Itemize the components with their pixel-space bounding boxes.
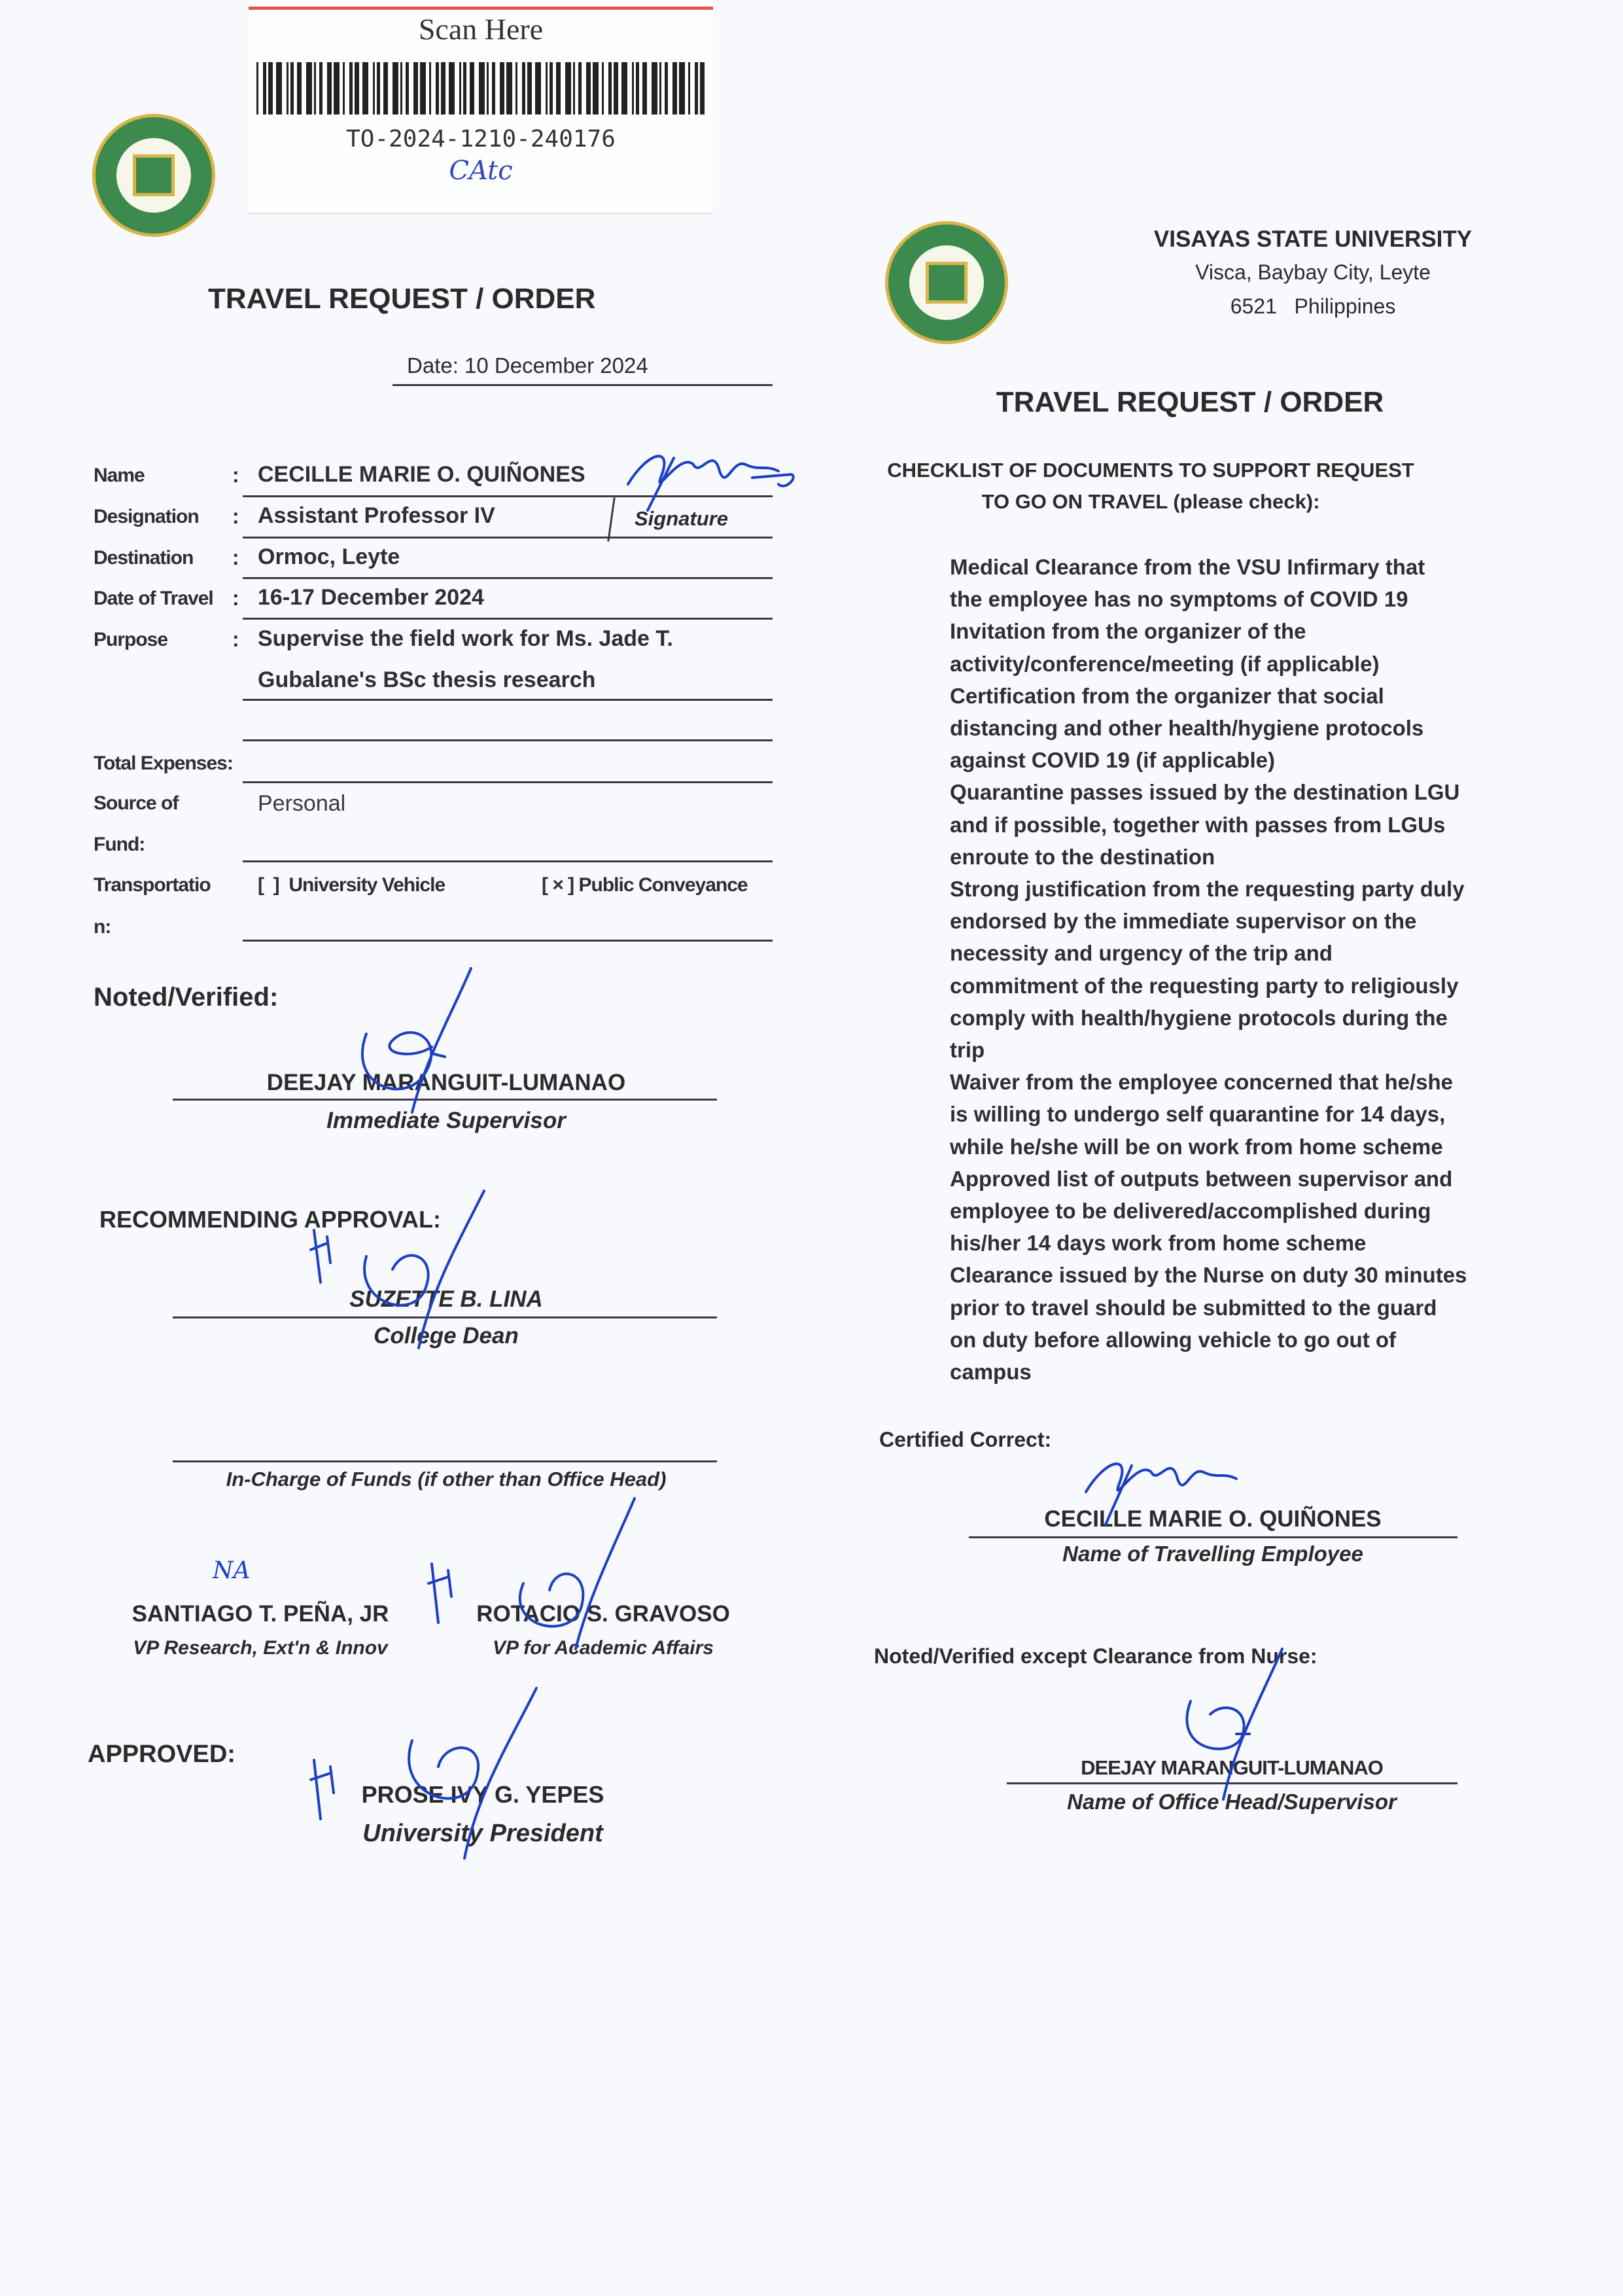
barcode-bar [565,62,571,115]
destination-value[interactable]: Ormoc, Leyte [258,544,400,569]
checklist-line: Clearance issued by the Nurse on duty 30 minutes [950,1263,1467,1288]
barcode-bar [550,62,553,115]
barcode-bar [377,62,380,115]
checklist-line: Strong justification from the requesting party duly [950,877,1465,901]
checklist-line: distancing and other health/hygiene protocols [950,716,1424,740]
colon: : [232,463,239,487]
signature-divider [607,497,615,542]
checklist-line: trip [950,1038,985,1062]
date-underline [393,384,773,386]
barcode-bar [420,62,426,115]
approved-heading: APPROVED: [88,1740,236,1768]
president-name: PROSE IVY G. YEPES [361,1781,604,1808]
barcode-bar [441,62,445,115]
barcode-bar [355,62,359,115]
transport-option-university-vehicle[interactable]: [ ] University Vehicle [258,874,445,896]
date-of-travel-label: Date of Travel [94,588,213,609]
barcode-bar [700,62,705,115]
barcode-bar [470,62,474,115]
supervisor-name: DEEJAY MARANGUIT-LUMANAO [266,1070,626,1095]
barcode-bar [429,62,431,115]
purpose-underline-1 [243,699,773,701]
checklist-line: Waiver from the employee concerned that he/she [950,1070,1453,1095]
purpose-value-line2[interactable]: Gubalane's BSc thesis research [258,667,596,692]
president-signature [301,1675,550,1871]
barcode[interactable] [256,62,708,118]
transportation-label-2: n: [94,916,111,938]
barcode-bar [642,62,647,115]
barcode-bar [306,62,312,115]
head-title: Name of Office Head/Supervisor [1067,1790,1397,1814]
supervisor-title: Immediate Supervisor [326,1108,566,1133]
employee-line [969,1536,1457,1538]
barcode-bar [593,62,599,115]
barcode-bar [263,62,266,115]
noted-except-heading: Noted/Verified except Clearance from Nurse: [874,1644,1318,1668]
university-seal-right [885,221,1008,344]
checklist-line: commitment of the requesting party to religiously [950,973,1459,998]
vp2-name: ROTACIO S. GRAVOSO [476,1601,730,1627]
handwritten-initials: CAtc [449,156,513,186]
barcode-bar [636,62,639,115]
barcode-number: TO-2024-1210-240176 [346,126,616,152]
employee-signature-top [621,438,818,517]
university-address-2: 6521 Philippines [1230,294,1396,318]
right-title: TRAVEL REQUEST / ORDER [996,386,1384,418]
barcode-bar [621,62,627,115]
dean-title: College Dean [374,1323,519,1349]
barcode-bar [287,62,288,115]
barcode-bar [506,62,512,115]
checklist-heading-1: CHECKLIST OF DOCUMENTS TO SUPPORT REQUEST [887,459,1414,482]
barcode-bar [578,62,582,115]
designation-underline [243,537,773,539]
vp1-title: VP Research, Ext'n & Innov [133,1637,388,1659]
checklist-heading-2: TO GO ON TRAVEL (please check): [981,490,1320,513]
barcode-bar [383,62,388,115]
barcode-bar [413,62,418,115]
barcode-bar [515,62,517,115]
barcode-bar [276,62,282,115]
checklist-line: necessity and urgency of the trip and [950,941,1333,966]
label-red-line [249,7,713,10]
purpose-value-line1[interactable]: Supervise the field work for Ms. Jade T. [258,626,673,651]
funds-title: In-Charge of Funds (if other than Office Head) [226,1468,667,1491]
barcode-bar [343,62,345,115]
barcode-bar [492,62,495,115]
signature-label: Signature [635,507,728,530]
checklist-line: on duty before allowing vehicle to go out of [950,1327,1396,1352]
barcode-bar [319,62,323,115]
source-of-fund-underline [243,860,773,862]
scan-here-text: Scan Here [418,12,544,46]
dean-signature [301,1178,497,1374]
university-seal-left [92,114,215,237]
barcode-bar [546,62,548,115]
left-title: TRAVEL REQUEST / ORDER [208,283,596,315]
barcode-bar [373,62,375,115]
vp1-signature [419,1492,654,1655]
total-expenses-underline [243,781,773,783]
checklist-line: comply with health/hygiene protocols during the [950,1005,1448,1030]
checklist-line: prior to travel should be submitted to the guard [950,1295,1437,1320]
barcode-bar [487,62,489,115]
barcode-bar [608,62,612,115]
barcode-bar [256,62,258,115]
barcode-bar [268,62,273,115]
checklist-line: campus [950,1360,1032,1384]
barcode-bar [290,62,294,115]
barcode-bar [393,62,398,115]
colon: : [232,627,239,651]
supervisor-signature [353,962,497,1158]
purpose-label: Purpose [94,629,168,650]
checklist-line: against COVID 19 (if applicable) [950,748,1275,773]
checklist-line: is willing to undergo self quarantine for 14 days, [950,1102,1446,1127]
barcode-bar [535,62,541,115]
checklist-line: his/her 14 days work from home scheme [950,1231,1367,1256]
vp1-name: SANTIAGO T. PEÑA, JR [131,1601,389,1627]
barcode-bar [573,62,575,115]
source-of-fund-label-2: Fund: [94,834,145,855]
employee-title: Name of Travelling Employee [1062,1542,1363,1566]
barcode-bar [459,62,461,115]
designation-label: Designation [94,506,199,527]
barcode-bar [679,62,685,115]
barcode-bar [665,62,668,115]
colon: : [232,504,239,528]
university-name: VISAYAS STATE UNIVERSITY [1153,226,1473,252]
destination-label: Destination [94,547,194,569]
barcode-bar [556,62,561,115]
barcode-bar [406,62,409,115]
president-title: University President [362,1820,603,1847]
checklist-line: enroute to the destination [950,844,1215,869]
barcode-bar [500,62,504,115]
request-date: Date: 10 December 2024 [407,353,648,378]
noted-verified-heading: Noted/Verified: [94,983,279,1012]
checklist-line: activity/conference/meeting (if applicable) [950,651,1380,676]
barcode-bar [449,62,455,115]
barcode-bar [436,62,439,115]
total-expenses-label: Total Expenses: [94,752,233,774]
name-label: Name [94,465,145,486]
designation-value[interactable]: Assistant Professor IV [258,503,495,528]
barcode-bar [362,62,368,115]
barcode-bar [400,62,402,115]
barcode-bar [614,62,618,115]
barcode-bar [479,62,485,115]
barcode-bar [602,62,604,115]
head-name: DEEJAY MARANGUIT-LUMANAO [1081,1756,1383,1779]
checklist-line: Quarantine passes issued by the destination LGU [950,780,1460,805]
barcode-bar [527,62,532,115]
barcode-bar [695,62,698,115]
source-of-fund-label-1: Source of [94,792,179,814]
colon: : [232,586,239,610]
barcode-bar [632,62,634,115]
vp1-note: NA [213,1557,251,1584]
head-signature [1164,1636,1308,1832]
barcode-bar [314,62,316,115]
certified-correct-heading: Certified Correct: [879,1428,1052,1451]
checklist-line: employee to be delivered/accomplished during [950,1199,1431,1223]
date-of-travel-value[interactable]: 16-17 December 2024 [258,585,484,610]
recommending-approval-heading: RECOMMENDING APPROVAL: [99,1206,441,1233]
destination-underline [243,577,773,579]
barcode-bar [586,62,591,115]
transport-option-public-conveyance[interactable]: [ × ] Public Conveyance [542,874,748,896]
date-of-travel-underline [243,618,773,620]
checklist-line: Certification from the organizer that social [950,683,1384,708]
barcode-bar [349,62,353,115]
barcode-bar [652,62,657,115]
university-address-1: Visca, Baybay City, Leyte [1195,260,1431,284]
barcode-bar [327,62,332,115]
checklist-line: while he/she will be on work from home scheme [950,1134,1443,1159]
checklist-line: Medical Clearance from the VSU Infirmary that [950,555,1425,579]
barcode-bar [297,62,302,115]
checklist-line: Approved list of outputs between supervisor and [950,1166,1453,1191]
checklist-line: the employee has no symptoms of COVID 19 [950,587,1408,612]
checklist-line: and if possible, together with passes from LGUs [950,812,1446,837]
colon: : [232,546,239,569]
vp2-title: VP for Academic Affairs [493,1637,714,1659]
barcode-bar [688,62,690,115]
barcode-bar [334,62,340,115]
checklist-line: Invitation from the organizer of the [950,619,1306,644]
barcode-bar [672,62,677,115]
barcode-label [249,0,713,214]
employee-signature-certified [1079,1439,1276,1531]
funds-line [173,1460,717,1462]
dean-name: SUZETTE B. LINA [349,1286,543,1312]
purpose-underline-2 [243,739,773,741]
barcode-bar [463,62,466,115]
transportation-label-1: Transportatio [94,874,211,896]
barcode-bar [659,62,661,115]
checklist-line: endorsed by the immediate supervisor on the [950,909,1417,934]
employee-name: CECILLE MARIE O. QUIÑONES [1044,1506,1382,1532]
transportation-underline [243,940,773,942]
source-of-fund-value[interactable]: Personal [258,791,346,816]
barcode-bar [522,62,525,115]
name-value[interactable]: CECILLE MARIE O. QUIÑONES [258,462,585,487]
